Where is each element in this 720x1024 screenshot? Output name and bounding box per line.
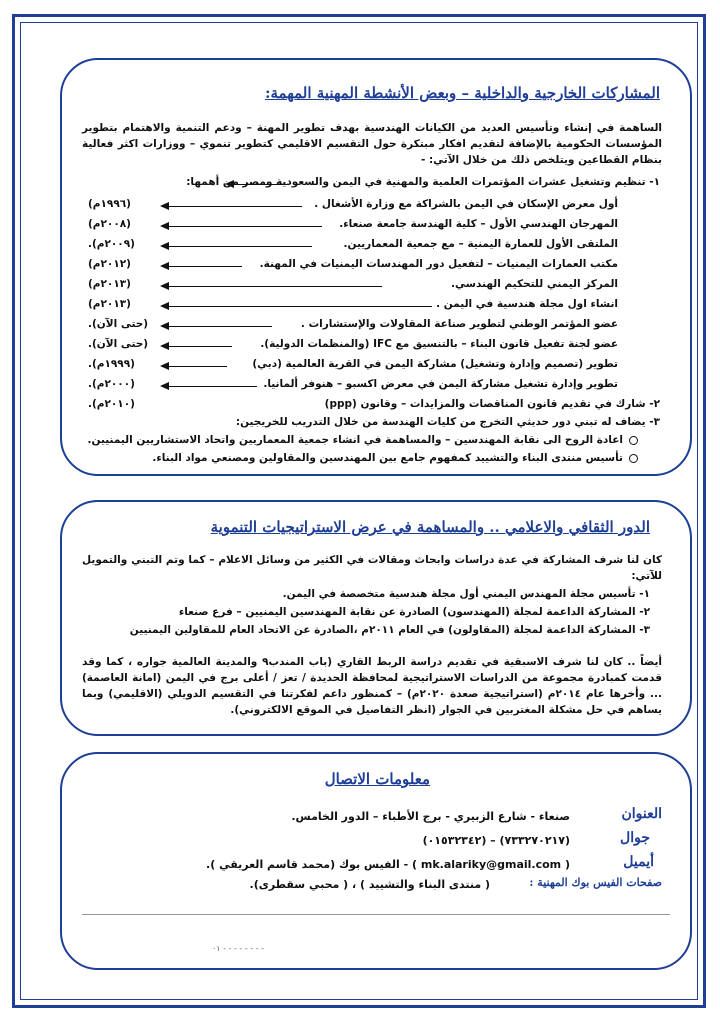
email-value[interactable]: ( mk.alariky@gmail.com ) - الفيس بوك (محمد قاسم العريقي ). <box>206 858 570 871</box>
section2-item-2: ٣- المشاركة الداعمة لمجلة (المقاولون) في العام ٢٠١١م ،الصادرة عن الاتحاد العام للمقاولين اليمنيين <box>129 624 650 636</box>
event-2: الملتقى الأول للعمارة اليمنية – مع جمعية المعماريين. <box>343 238 618 250</box>
arrow-event-6 <box>162 326 272 327</box>
section2-item-1: ٢- المشاركة الداعمة لمجلة (المهندسون) الصادرة عن نقابة المهندسين اليمنيين – فرع صنعاء <box>178 606 650 618</box>
section2-intro: كان لنا شرف المشاركة في عدة دراسات وابحاث ومقالات في الكثير من وسائل الاعلام – كما وتم التبني والتمويل للآتي: <box>82 554 662 582</box>
event-3: مكتب العمارات اليمنيات – لتفعيل دور المهندسات اليمنيات في المهنة. <box>259 258 618 270</box>
event-2-year: (٢٠٠٩م). <box>88 238 135 250</box>
arrow-event-1 <box>162 226 322 227</box>
panel-contact <box>60 752 692 970</box>
section2-item-0: ١- تأسيس مجلة المهندس اليمني أول مجلة هندسية متخصصة في اليمن. <box>282 588 650 600</box>
address-label: العنوان <box>621 806 662 822</box>
footer-mark: - - - - - - - - ٠١ <box>212 944 265 953</box>
event-5: انشاء اول مجلة هندسية في اليمن . <box>436 298 618 310</box>
event-4: المركز اليمني للتحكيم الهندسي. <box>451 278 618 290</box>
panel-participations <box>60 58 692 476</box>
event-0-year: (١٩٩٦م) <box>88 198 131 210</box>
event-7: عضو لجنة تفعيل قانون البناء – بالتنسيق مع IFC (والمنظمات الدولية). <box>260 338 618 350</box>
arrow-event-2 <box>162 246 312 247</box>
facebook-label: صفحات الفيس بوك المهنية : <box>529 876 662 889</box>
event-9-year: (٢٠٠٠م). <box>88 378 135 390</box>
email-label: أيميل <box>623 854 654 870</box>
arrow-event-4 <box>162 286 382 287</box>
arrow-event-7 <box>162 346 232 347</box>
section1-item2: ٢- شارك في تقديم قانون المناقصات والمزايدات – وقانون (ppp) <box>324 398 660 410</box>
event-5-year: (٢٠١٣م) <box>88 298 131 310</box>
event-4-year: (٢٠١٣م) <box>88 278 131 290</box>
section2-title: الدور الثقافي والاعلامي .. والمساهمة في عرض الاستراتيجيات التنموية <box>210 518 650 536</box>
arrow-event-9 <box>162 386 257 387</box>
event-1-year: (٢٠٠٨م) <box>88 218 131 230</box>
event-6: عضو المؤتمر الوطني لتطوير صناعة المقاولات والإستشارات . <box>300 318 618 330</box>
subitem-1-text: تأسيس منتدى البناء والتشييد كمفهوم جامع بين المهندسين والمقاولين ومصنعي مواد البناء. <box>152 452 623 464</box>
bullet-icon <box>629 436 638 445</box>
section3-title: معلومات الاتصال <box>324 770 430 788</box>
subitem-0-text: اعادة الروح الى نقابة المهندسين – والمساهمة في انشاء جمعية المعماريين واتحاد الاستشاريين اليمنيين. <box>87 434 623 446</box>
section1-intro: الساهمة في إنشاء وتأسيس العديد من الكيانات الهندسية بهدف تطوير المهنة – ودعم التنمية والاهتمام بتطوير المؤسسات الحكومية بالإضافة لتقديم افكار مبتكرة حول التقسيم الاقليمي كتطوير تنموي – ووزارات اكثر فعالية بنظام القطاعين ويتلخص ذلك من خلال الآتي: - <box>82 122 662 166</box>
section2-outro: أيضاً .. كان لنا شرف الاسبقية في تقديم دراسة الربط القاري (باب المندب٩ والمدينة العالمية جواره ، كما وقد قدمت كمبادرة مجموعة من الدراسات الاستراتيجية لمحافظة الحديدة / تعز / أعلى برج في اليمن (امانة العاصمة) ... وأخرها عام ٢٠١٤م (استراتيجية صعدة ٢٠٢٠م) – كمنظور داعم لفكرتنا في التقسيم الدويلي (الاقليمي) وبما يساهم في حل مشكلة المغتربين في الجوار (انظر التفاصيل في الموقع الالكتروني). <box>82 656 662 716</box>
event-1: المهرجان الهندسي الأول – كلية الهندسة جامعة صنعاء. <box>339 218 618 230</box>
arrow-event-8 <box>162 366 227 367</box>
event-8: تطوير (تصميم وإدارة وتشغيل) مشاركة اليمن في القرية العالمية (دبي) <box>252 358 618 370</box>
arrow-event-0 <box>162 206 302 207</box>
section1-item3: ٣- يضاف له تبني دور حديثي التخرج من كليات الهندسة من خلال التدريب للخريجين: <box>235 416 660 428</box>
subitem-1 <box>152 452 638 464</box>
mobile-label: جوال <box>620 830 650 846</box>
address-value: صنعاء - شارع الزبيري - برج الأطباء – الدور الخامس. <box>291 810 570 823</box>
panel-cultural-media <box>60 500 692 736</box>
section1-title: المشاركات الخارجية والداخلية – وبعض الأنشطة المهنية المهمة: <box>264 84 660 102</box>
mobile-value: (٧٣٣٢٧٠٢١٧) – (٠١٥٣٢٣٤٢) <box>422 834 570 847</box>
bullet-icon <box>629 454 638 463</box>
event-8-year: (١٩٩٩م). <box>88 358 135 370</box>
event-0: أول معرض الإسكان في اليمن بالشراكة مع وزارة الأشغال . <box>314 198 618 210</box>
arrow-event-3 <box>162 266 242 267</box>
event-3-year: (٢٠١٢م) <box>88 258 131 270</box>
arrow-event-5 <box>162 306 432 307</box>
event-7-year: (حتى الآن). <box>88 338 149 350</box>
event-9: تطوير وإدارة تشغيل مشاركة اليمن في معرض اكسبو – هنوفر ألمانيا. <box>263 378 618 390</box>
section1-item1: ١- تنظيم وتشغيل عشرات المؤتمرات العلمية والمهنية في اليمن والسعودية ومصر من أهمها: <box>186 176 660 188</box>
divider <box>82 914 670 915</box>
subitem-0 <box>88 434 638 446</box>
arrow-item1 <box>227 184 287 185</box>
section1-item2-year: (٢٠١٠م). <box>88 398 135 410</box>
event-6-year: (حتى الآن). <box>88 318 149 330</box>
facebook-value: ( منتدى البناء والتشييد ) ، ( محبي سقطرى). <box>249 878 490 891</box>
